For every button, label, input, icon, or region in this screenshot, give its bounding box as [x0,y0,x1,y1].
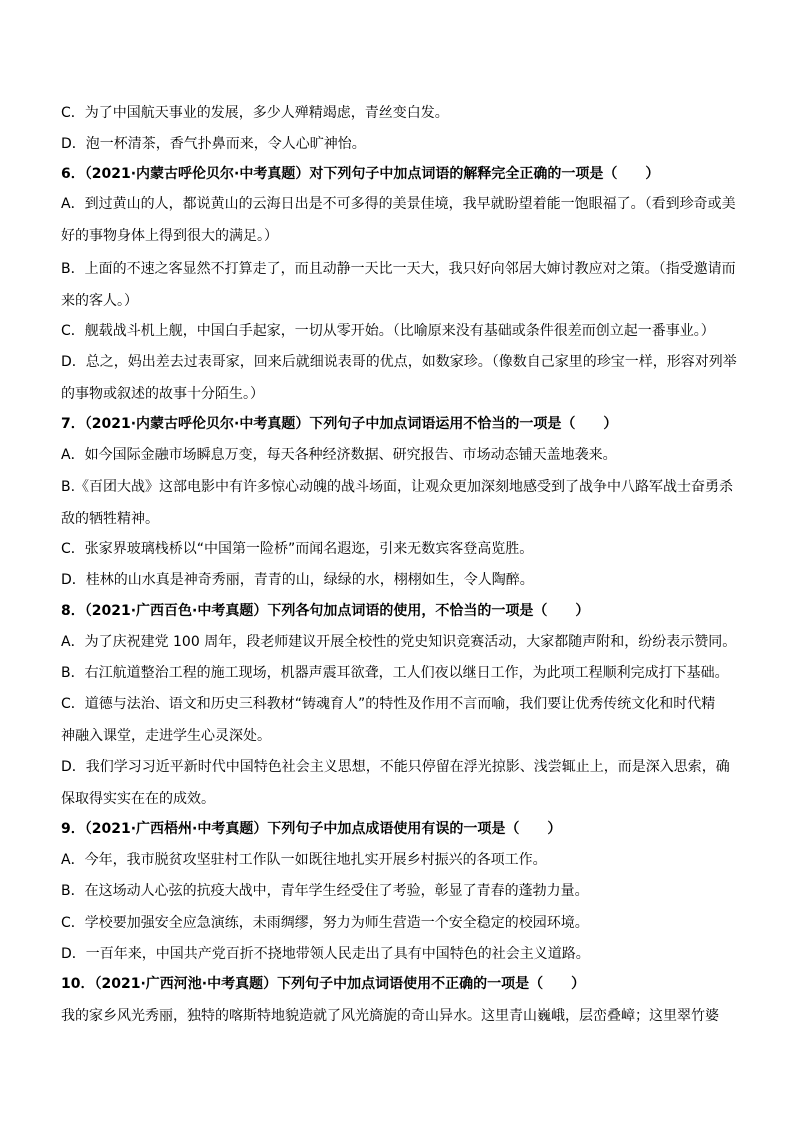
text-line: 我的家乡风光秀丽，独特的喀斯特地貌造就了风光旖旎的奇山异水。这里青山巍峨，层峦叠嶂；这里翠竹婆 [61,1008,719,1024]
question-heading: 8．（2021·广西百色·中考真题）下列各句加点词语的使用，不恰当的一项是（ ） [61,603,590,619]
text-line: D．泡一杯清茶，香气扑鼻而来，令人心旷神怡。 [61,136,366,152]
text-line: A．如今国际金融市场瞬息万变，每天各种经济数据、研究报告、市场动态铺天盖地袭来。 [61,447,617,463]
question-heading: 10．（2021·广西河池·中考真题）下列句子中加点词语使用不正确的一项是（ ） [61,976,586,992]
text-line: D．总之，妈出差去过表哥家，回来后就细说表哥的优点，如数家珍。（像数自己家里的珍宝一样，形容对列举 [61,354,737,370]
text-line: 神融入课堂，走进学生心灵深处。 [61,728,271,744]
text-line: C．道德与法治、语文和历史三科教材“铸魂育人”的特性及作用不言而喻，我们要让优秀传统文化和时代精 [61,696,716,712]
text-line: 来的客人。） [61,293,138,309]
text-line: B．右江航道整治工程的施工现场，机器声震耳欲聋，工人们夜以继日工作，为此项工程顺利完成打下基础。 [61,665,729,681]
text-line: C．学校要加强安全应急演练，未雨绸缪，努力为师生营造一个安全稳定的校园环境。 [61,915,589,931]
text-line: B.《百团大战》这部电影中有许多惊心动魄的战斗场面，让观众更加深刻地感受到了战争中八路军战士奋勇杀 [61,479,734,495]
question-heading: 6．（2021·内蒙古呼伦贝尔·中考真题）对下列句子中加点词语的解释完全正确的一项是（ ） [61,166,660,182]
question-heading: 9．（2021·广西梧州·中考真题）下列句子中加点成语使用有误的一项是（ ） [61,821,562,837]
text-line: D．桂林的山水真是神奇秀丽，青青的山，绿绿的水，栩栩如生，令人陶醉。 [61,572,534,588]
text-line: C．张家界玻璃栈桥以“中国第一险桥”而闻名遐迩，引来无数宾客登高览胜。 [61,541,534,557]
text-line: 保取得实实在在的成效。 [61,791,215,807]
text-line: D．我们学习习近平新时代中国特色社会主义思想，不能只停留在浮光掠影、浅尝辄止上，而是深入思索，确 [61,759,730,775]
text-line: C．为了中国航天事业的发展，多少人殚精竭虑，青丝变白发。 [61,105,449,121]
text-line: B．在这场动人心弦的抗疫大战中，青年学生经受住了考验，彰显了青春的蓬勃力量。 [61,883,589,899]
text-line: 敌的牺牲精神。 [61,511,159,527]
text-line: A．为了庆祝建党 100 周年，段老师建议开展全校性的党史知识竞赛活动，大家都随声附和，纷纷表示赞同。 [61,634,737,650]
text-line: C．舰载战斗机上舰，中国白手起家，一切从零开始。（比喻原来没有基础或条件很差而创立起一番事业。） [61,323,715,339]
text-line: 好的事物身体上得到很大的满足。） [61,228,278,244]
text-line: B．上面的不速之客显然不打算走了，而且动静一天比一天大，我只好向邻居大婶讨教应对之策。（指受邀请而 [61,261,736,277]
text-line: A．今年，我市脱贫攻坚驻村工作队一如既往地扎实开展乡村振兴的各项工作。 [61,852,547,868]
question-heading: 7．（2021·内蒙古呼伦贝尔·中考真题）下列句子中加点词语运用不恰当的一项是（ ） [61,416,618,432]
text-line: A．到过黄山的人，都说黄山的云海日出是不可多得的美景佳境，我早就盼望着能一饱眼福了。（看到珍奇或美 [61,196,736,212]
text-line: D．一百年来，中国共产党百折不挠地带领人民走出了具有中国特色的社会主义道路。 [61,946,590,962]
text-line: 的事物或叙述的故事十分陌生。） [61,386,264,402]
